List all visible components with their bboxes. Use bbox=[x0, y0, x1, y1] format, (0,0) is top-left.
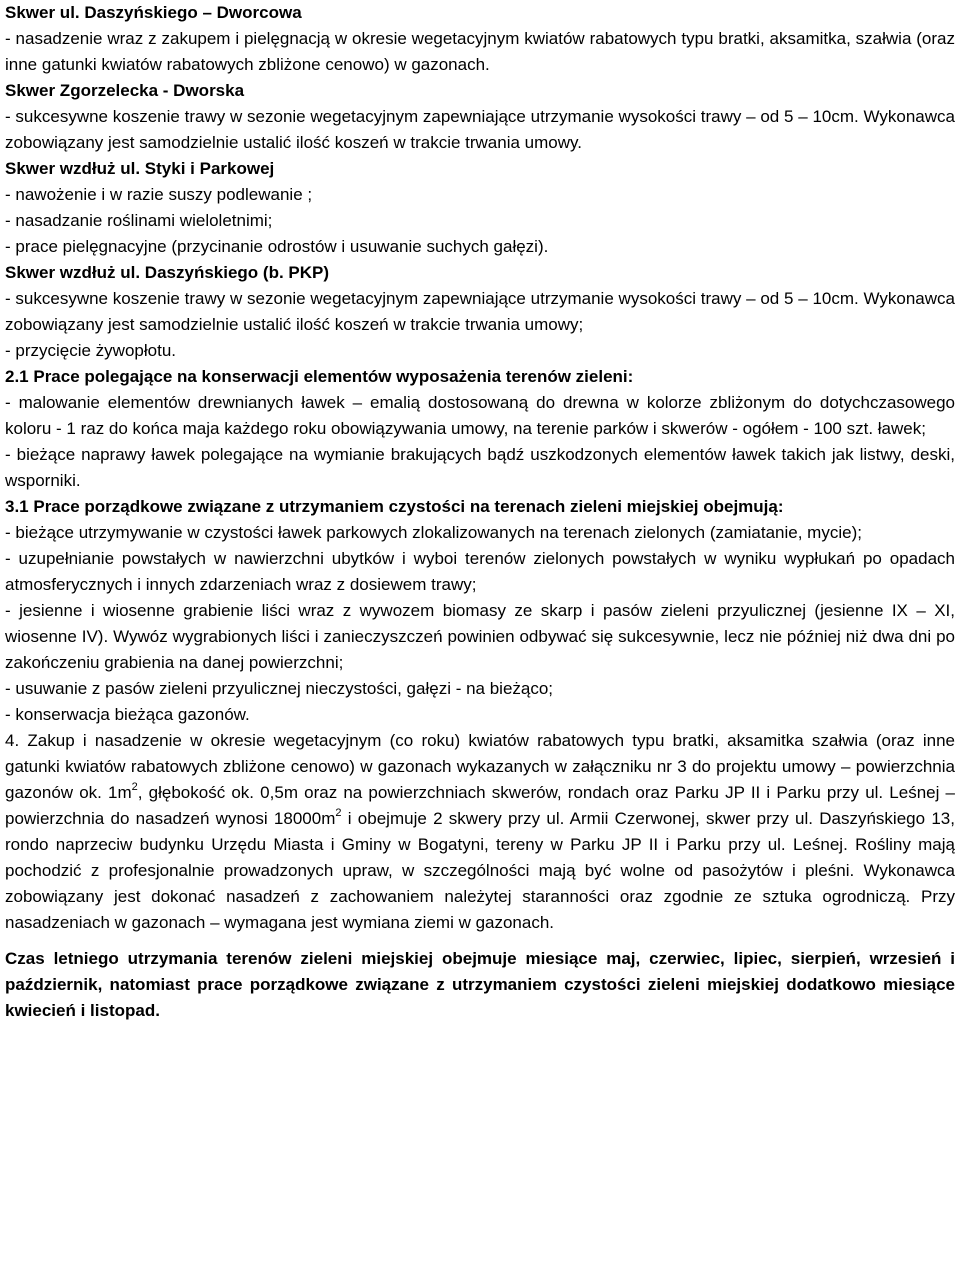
section-heading-skwer-daszynskiego-dworcowa: Skwer ul. Daszyńskiego – Dworcowa bbox=[5, 3, 302, 22]
section-4-text-3: i obejmuje 2 skwery przy ul. Armii Czerwonej, skwer przy ul. Daszyńskiego 13, rondo naprzeciw budynku Urzędu Miasta i Gminy w Bogatyni, tereny w Parku JP II i Parku przy ul. Leśnej. Rośliny mają pochodzić z profesjonalnie prowadzonych upraw, w szczególności mają być wolne od pasożytów i pleśni. Wykonawca zobowiązany jest dokonać nasadzeń z zachowaniem należytej staranności oraz zgodnie ze sztuka ogrodniczą. Przy nasadzeniach w gazonach – wymagana jest wymiana ziemi w gazonach. bbox=[5, 809, 955, 932]
section-4-text-2: , głębokość ok. 0,5m oraz na powierzchniach skwerów, rondach oraz Parku JP II i Parku przy ul. Leśnej – powierzchnia do nasadzeń wynosi 18000m bbox=[5, 783, 955, 828]
section-4-text-1: 4. Zakup i nasadzenie w okresie wegetacyjnym (co roku) kwiatów rabatowych typu bratki, aksamitka szałwia (oraz inne gatunki kwiatów rabatowych zbliżone cenowo) w gazonach wykazanych w załączniku nr 3 do projektu umowy – powierzchnia gazonów ok. 1m bbox=[5, 731, 955, 802]
section-line: - przycięcie żywopłotu. bbox=[5, 341, 177, 360]
section-line: - nawożenie i w razie suszy podlewanie ; bbox=[5, 185, 313, 204]
superscript-2: 2 bbox=[131, 781, 138, 794]
document-body bbox=[5, 0, 955, 936]
section-line: - bieżące utrzymywanie w czystości ławek parkowych zlokalizowanych na terenach zielonych (zamiatanie, mycie); bbox=[5, 523, 862, 542]
section-heading-skwer-styki-parkowej: Skwer wzdłuż ul. Styki i Parkowej bbox=[5, 159, 275, 178]
superscript-2: 2 bbox=[335, 807, 342, 820]
section-4-paragraph bbox=[5, 728, 955, 936]
section-line: - prace pielęgnacyjne (przycinanie odrostów i usuwanie suchych gałęzi). bbox=[5, 237, 549, 256]
section-line: - konserwacja bieżąca gazonów. bbox=[5, 705, 250, 724]
section-heading-prace-porzadkowe: 3.1 Prace porządkowe związane z utrzymaniem czystości na terenach zieleni miejskiej obejmują: bbox=[5, 497, 784, 516]
section-line: - sukcesywne koszenie trawy w sezonie wegetacyjnym zapewniające utrzymanie wysokości trawy – od 5 – 10cm. Wykonawca zobowiązany jest samodzielnie ustalić ilość koszeń w trakcie trwania umowy. bbox=[5, 107, 955, 152]
section-line: - bieżące naprawy ławek polegające na wymianie brakujących bądź uszkodzonych elementów ławek takich jak listwy, deski, wsporniki. bbox=[5, 445, 955, 490]
closing-paragraph: Czas letniego utrzymania terenów zieleni miejskiej obejmuje miesiące maj, czerwiec, lipiec, sierpień, wrzesień i październik, natomiast prace porządkowe związane z utrzymaniem czystości zieleni miejskiej dodatkowo miesiące kwiecień i listopad. bbox=[5, 949, 955, 1020]
section-heading-skwer-zgorzelecka-dworska: Skwer Zgorzelecka - Dworska bbox=[5, 81, 245, 100]
section-heading-konserwacja-elementow: 2.1 Prace polegające na konserwacji elementów wyposażenia terenów zieleni: bbox=[5, 367, 634, 386]
section-heading-skwer-daszynskiego-pkp: Skwer wzdłuż ul. Daszyńskiego (b. PKP) bbox=[5, 263, 330, 282]
section-line: - malowanie elementów drewnianych ławek – emalią dostosowaną do drewna w kolorze zbliżonym do dotychczasowego koloru - 1 raz do końca maja każdego roku obowiązywania umowy, na terenie parków i skwerów - ogółem - 100 szt. ławek; bbox=[5, 393, 955, 438]
section-line: - nasadzanie roślinami wieloletnimi; bbox=[5, 211, 273, 230]
section-line: - usuwanie z pasów zieleni przyulicznej nieczystości, gałęzi - na bieżąco; bbox=[5, 679, 554, 698]
section-line: - nasadzenie wraz z zakupem i pielęgnacją w okresie wegetacyjnym kwiatów rabatowych typu bratki, aksamitka, szałwia (oraz inne gatunki kwiatów rabatowych zbliżone cenowo) w gazonach. bbox=[5, 29, 955, 74]
section-line: - uzupełnianie powstałych w nawierzchni ubytków i wyboi terenów zielonych powstałych w wyniku wypłukań po opadach atmosferycznych i innych zdarzeniach wraz z dosiewem trawy; bbox=[5, 549, 955, 594]
section-line: - sukcesywne koszenie trawy w sezonie wegetacyjnym zapewniające utrzymanie wysokości trawy – od 5 – 10cm. Wykonawca zobowiązany jest samodzielnie ustalić ilość koszeń w trakcie trwania umowy; bbox=[5, 289, 955, 334]
section-line: - jesienne i wiosenne grabienie liści wraz z wywozem biomasy ze skarp i pasów zieleni przyulicznej (jesienne IX – XI, wiosenne IV). Wywóz wygrabionych liści i zanieczyszczeń powinien odbywać się sukcesywnie, lecz nie później niż dwa dni po zakończeniu grabienia na danej powierzchni; bbox=[5, 601, 955, 672]
